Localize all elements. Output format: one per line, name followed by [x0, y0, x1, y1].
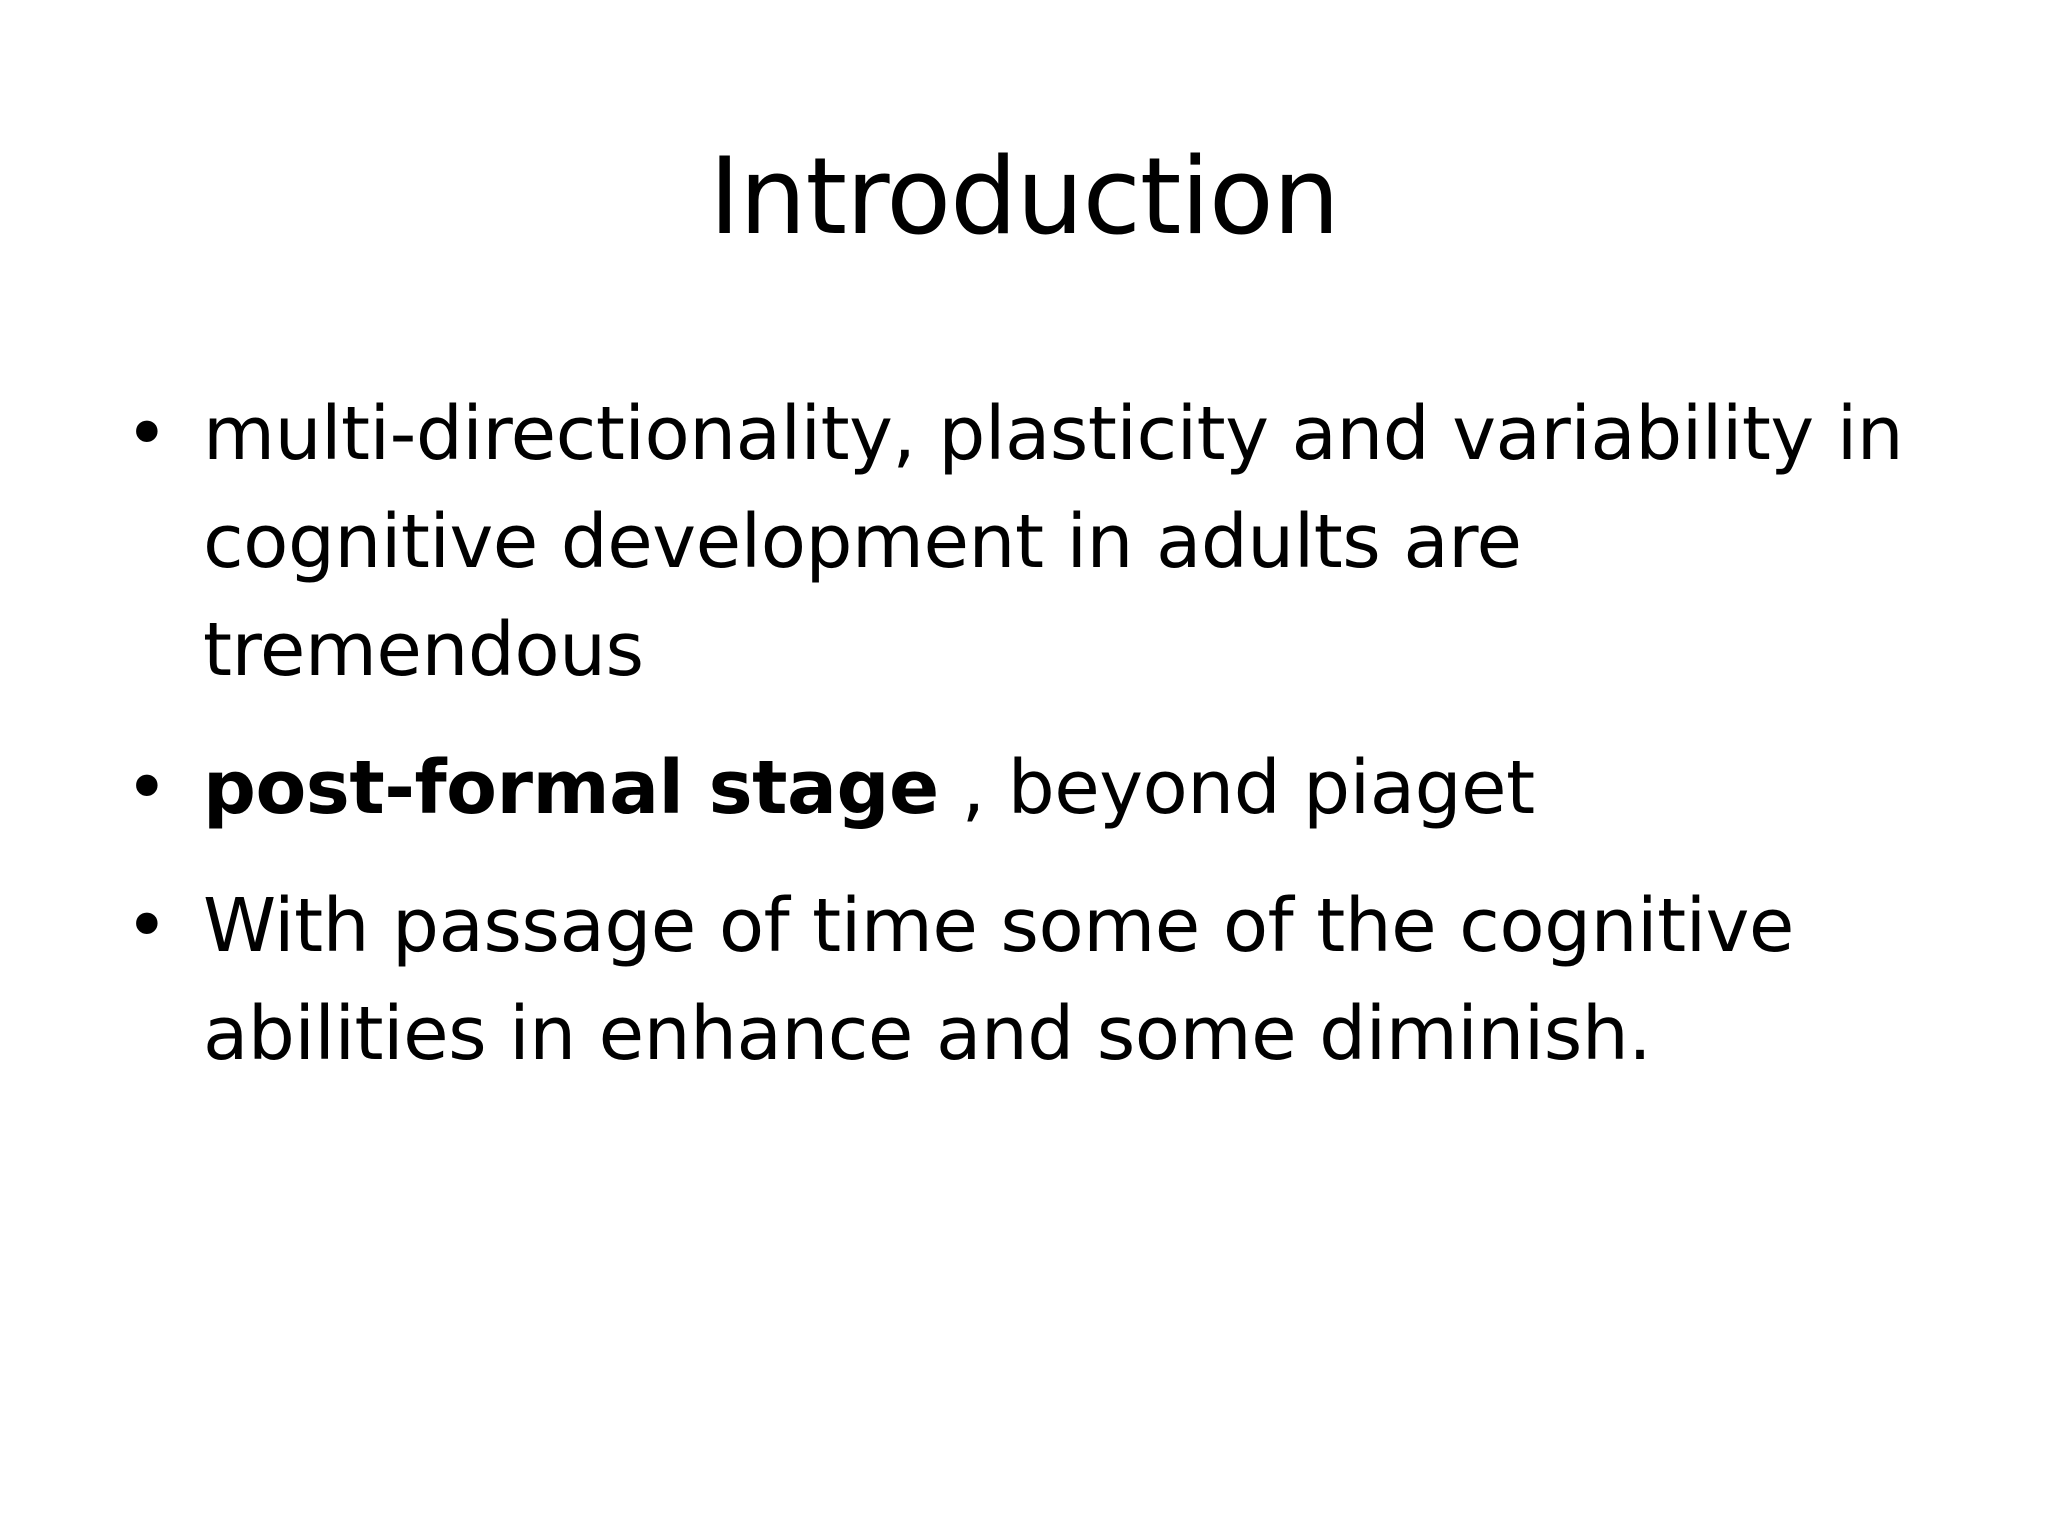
bullet-icon: • [125, 391, 169, 477]
bullet-text: With passage of time some of the cognitive abilities in enhance and some diminish. [203, 883, 1794, 1077]
bullet-icon: • [125, 883, 169, 969]
slide-title: Introduction [709, 135, 1339, 258]
bullet-list [125, 380, 1985, 1118]
bullet-item [125, 872, 1985, 1088]
bullet-item [125, 734, 1985, 842]
bullet-text: multi-directionality, plasticity and variability in cognitive development in adults are tremendous [203, 391, 1904, 693]
bullet-icon: • [125, 745, 169, 831]
bullet-text: , beyond piaget [938, 745, 1535, 831]
bullet-bold-text: post-formal stage [203, 745, 939, 831]
bullet-item [125, 380, 1985, 704]
